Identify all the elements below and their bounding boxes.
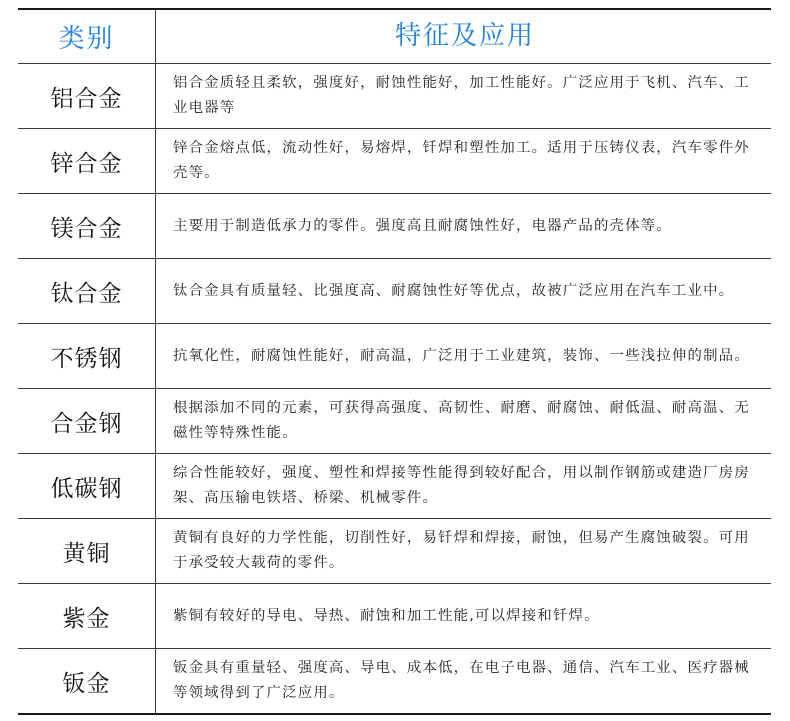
description-cell: 铝合金质轻且柔软，强度好，耐蚀性能好，加工性能好。广泛应用于飞机、汽车、工业电器等 [173,75,750,116]
table-header-row [18,10,771,63]
table-row [18,648,771,713]
description-cell: 抗氧化性，耐腐蚀性能好，耐高温，广泛用于工业建筑，装饰、一些浅拉伸的制品。 [173,347,750,364]
table-row [18,258,771,323]
category-cell: 黄铜 [18,519,156,583]
description-cell: 主要用于制造低承力的零件。强度高且耐腐蚀性好，电器产品的壳体等。 [173,217,672,234]
table-row [18,193,771,258]
header-category: 类别 [18,10,156,63]
description-cell: 黄铜有良好的力学性能，切削性好，易钎焊和焊接，耐蚀，但易产生腐蚀破裂。可用于承受较大载荷的零件。 [173,530,750,571]
category-cell: 钣金 [18,649,156,713]
category-cell: 低碳钢 [18,454,156,518]
table-row [18,128,771,193]
description-cell: 钣金具有重量轻、强度高、导电、成本低，在电子电器、通信、汽车工业、医疗器械等领域得到了广泛应用。 [173,660,750,701]
table-row [18,63,771,128]
category-cell: 锌合金 [18,129,156,193]
category-cell: 镁合金 [18,194,156,258]
materials-table [18,8,771,715]
description-cell: 根据添加不同的元素，可获得高强度、高韧性、耐磨、耐腐蚀、耐低温、耐高温、无磁性等特殊性能。 [173,400,750,441]
category-cell: 钛合金 [18,259,156,323]
table-row [18,323,771,388]
category-cell: 合金钢 [18,389,156,453]
table-row [18,583,771,648]
category-cell: 紫金 [18,584,156,648]
description-cell: 紫铜有较好的导电、导热、耐蚀和加工性能,可以焊接和钎焊。 [173,607,600,624]
description-cell: 综合性能较好，强度、塑性和焊接等性能得到较好配合，用以制作钢筋或建造厂房房架、高压输电铁塔、桥梁、机械零件。 [173,465,750,506]
category-cell: 不锈钢 [18,324,156,388]
description-cell: 钛合金具有质量轻、比强度高、耐腐蚀性好等优点，故被广泛应用在汽车工业中。 [173,282,735,299]
description-cell: 锌合金熔点低，流动性好，易熔焊，钎焊和塑性加工。适用于压铸仪表，汽车零件外壳等。 [173,140,750,181]
table-row [18,518,771,583]
table-row [18,453,771,518]
header-features: 特征及应用 [394,21,535,51]
category-cell: 铝合金 [18,64,156,128]
table-row [18,388,771,453]
